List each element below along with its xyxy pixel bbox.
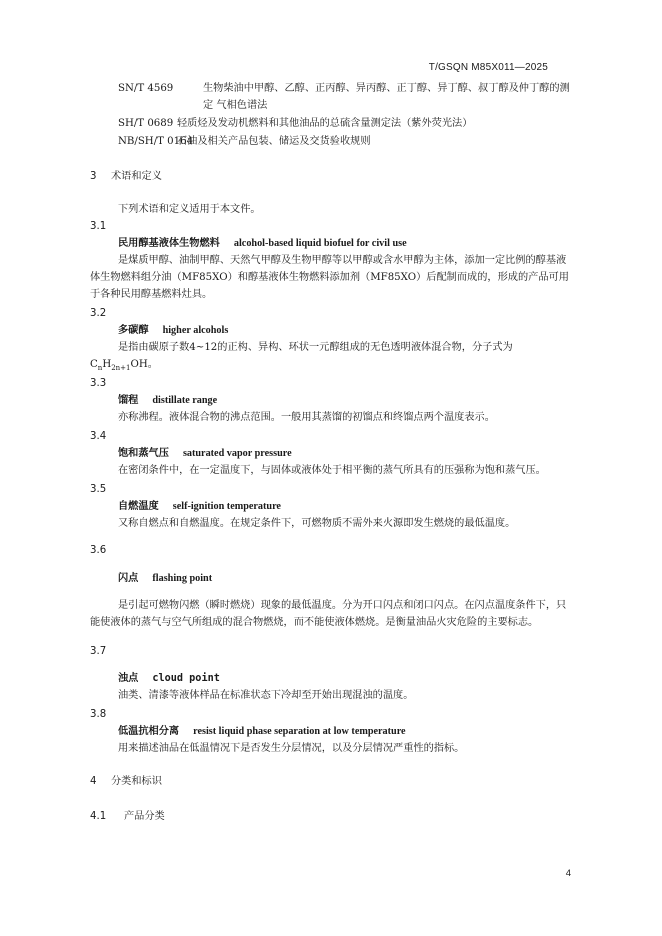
term-english: self-ignition temperature xyxy=(172,501,281,512)
clause-number: 3.8 xyxy=(90,709,107,720)
section-heading xyxy=(90,773,575,790)
term-heading xyxy=(90,322,575,339)
section-heading xyxy=(90,168,575,185)
section-number: 3 xyxy=(90,171,97,182)
term-heading xyxy=(90,570,575,587)
subsection-heading xyxy=(90,808,575,825)
reference-item xyxy=(90,80,575,114)
page-number: 4 xyxy=(565,868,571,879)
term-definition: 用来描述油品在低温情况下是否发生分层情况，以及分层情况严重性的指标。 xyxy=(118,743,465,754)
term-heading xyxy=(90,392,575,409)
term-heading xyxy=(90,498,575,515)
term-chinese: 自燃温度 xyxy=(118,501,159,512)
term-definition: 是引起可燃物闪燃（瞬时燃烧）现象的最低温度。分为开口闪点和闭口闪点。在闪点温度条件下，只能使液体的蒸气与空气所组成的混合物燃烧，而不能使液体燃烧。是衡量油品火灾危险的主要标志。 xyxy=(90,600,567,628)
clause-number: 3.3 xyxy=(90,378,107,389)
subsection-title: 产品分类 xyxy=(124,811,165,822)
section-title: 术语和定义 xyxy=(111,171,162,182)
term-english: flashing point xyxy=(152,573,213,584)
term-definition: 在密闭条件中，在一定温度下，与固体或液体处于相平衡的蒸气所具有的压强称为饱和蒸气压。 xyxy=(118,465,546,476)
term-chinese: 浊点 xyxy=(118,673,139,684)
document-code: T/GSQN M85X011—2025 xyxy=(428,62,548,73)
clause-number: 3.2 xyxy=(90,308,107,319)
term-heading xyxy=(90,723,575,740)
term-heading xyxy=(90,670,575,687)
term-english: cloud point xyxy=(152,673,220,684)
section-number: 4 xyxy=(90,776,97,787)
term-english: alcohol-based liquid biofuel for civil use xyxy=(233,238,407,249)
reference-code: NB/SH/T 0164 xyxy=(118,136,194,147)
term-heading xyxy=(90,445,575,462)
term-definition: 是煤质甲醇、油制甲醇、天然气甲醇及生物甲醇等以甲醇或含水甲醇为主体，添加一定比例的醇基液体生物燃料组分油（MF85XO）和醇基液体生物燃料添加剂（MF85XO）后配制而成的，形成的产品可用于各种民用醇基燃料灶具。 xyxy=(90,255,569,300)
term-heading xyxy=(90,235,575,252)
term-english: distillate range xyxy=(152,395,218,406)
term-definition-text: 是指由碳原子数4~12的正构、异构、环状一元醇组成的无色透明液体混合物，分子式为 xyxy=(118,342,513,353)
reference-code: SN/T 4569 xyxy=(118,83,174,94)
reference-title: 生物柴油中甲醇、乙醇、正丙醇、异丙醇、正丁醇、异丁醇、叔丁醇及仲丁醇的测定 气相色谱法 xyxy=(203,83,570,111)
clause-number: 3.1 xyxy=(90,221,107,232)
term-definition xyxy=(90,339,575,373)
reference-item xyxy=(90,115,575,132)
term-english: higher alcohols xyxy=(162,325,229,336)
molecular-formula: $C_nH_{2n+1}OH$。 xyxy=(90,359,158,373)
clause-number: 3.6 xyxy=(90,545,107,556)
reference-item xyxy=(90,133,575,150)
term-chinese: 多碳醇 xyxy=(118,325,149,336)
term-chinese: 闪点 xyxy=(118,573,139,584)
term-definition: 亦称沸程。液体混合物的沸点范围。一般用其蒸馏的初馏点和终馏点两个温度表示。 xyxy=(118,412,495,423)
term-chinese: 低温抗相分离 xyxy=(118,726,180,737)
term-definition: 油类、清漆等液体样品在标准状态下冷却至开始出现混浊的温度。 xyxy=(118,690,414,701)
clause-number: 3.5 xyxy=(90,484,107,495)
subsection-number: 4.1 xyxy=(90,811,107,822)
clause-number: 3.4 xyxy=(90,431,107,442)
term-definition: 又称自燃点和自燃温度。在规定条件下，可燃物质不需外来火源即发生燃烧的最低温度。 xyxy=(118,518,516,529)
term-english: resist liquid phase separation at low temperature xyxy=(193,726,406,737)
reference-title: 石油及相关产品包装、储运及交货验收规则 xyxy=(177,136,371,147)
section-intro: 下列术语和定义适用于本文件。 xyxy=(118,204,261,215)
term-chinese: 饱和蒸气压 xyxy=(118,448,169,459)
reference-title: 轻质烃及发动机燃料和其他油品的总硫含量测定法（紫外荧光法） xyxy=(177,118,473,129)
page-content xyxy=(90,80,575,825)
term-english: saturated vapor pressure xyxy=(182,448,292,459)
term-chinese: 馏程 xyxy=(118,395,139,406)
reference-code: SH/T 0689 xyxy=(118,118,174,129)
clause-number: 3.7 xyxy=(90,646,107,657)
section-title: 分类和标识 xyxy=(111,776,162,787)
term-chinese: 民用醇基液体生物燃料 xyxy=(118,238,220,249)
